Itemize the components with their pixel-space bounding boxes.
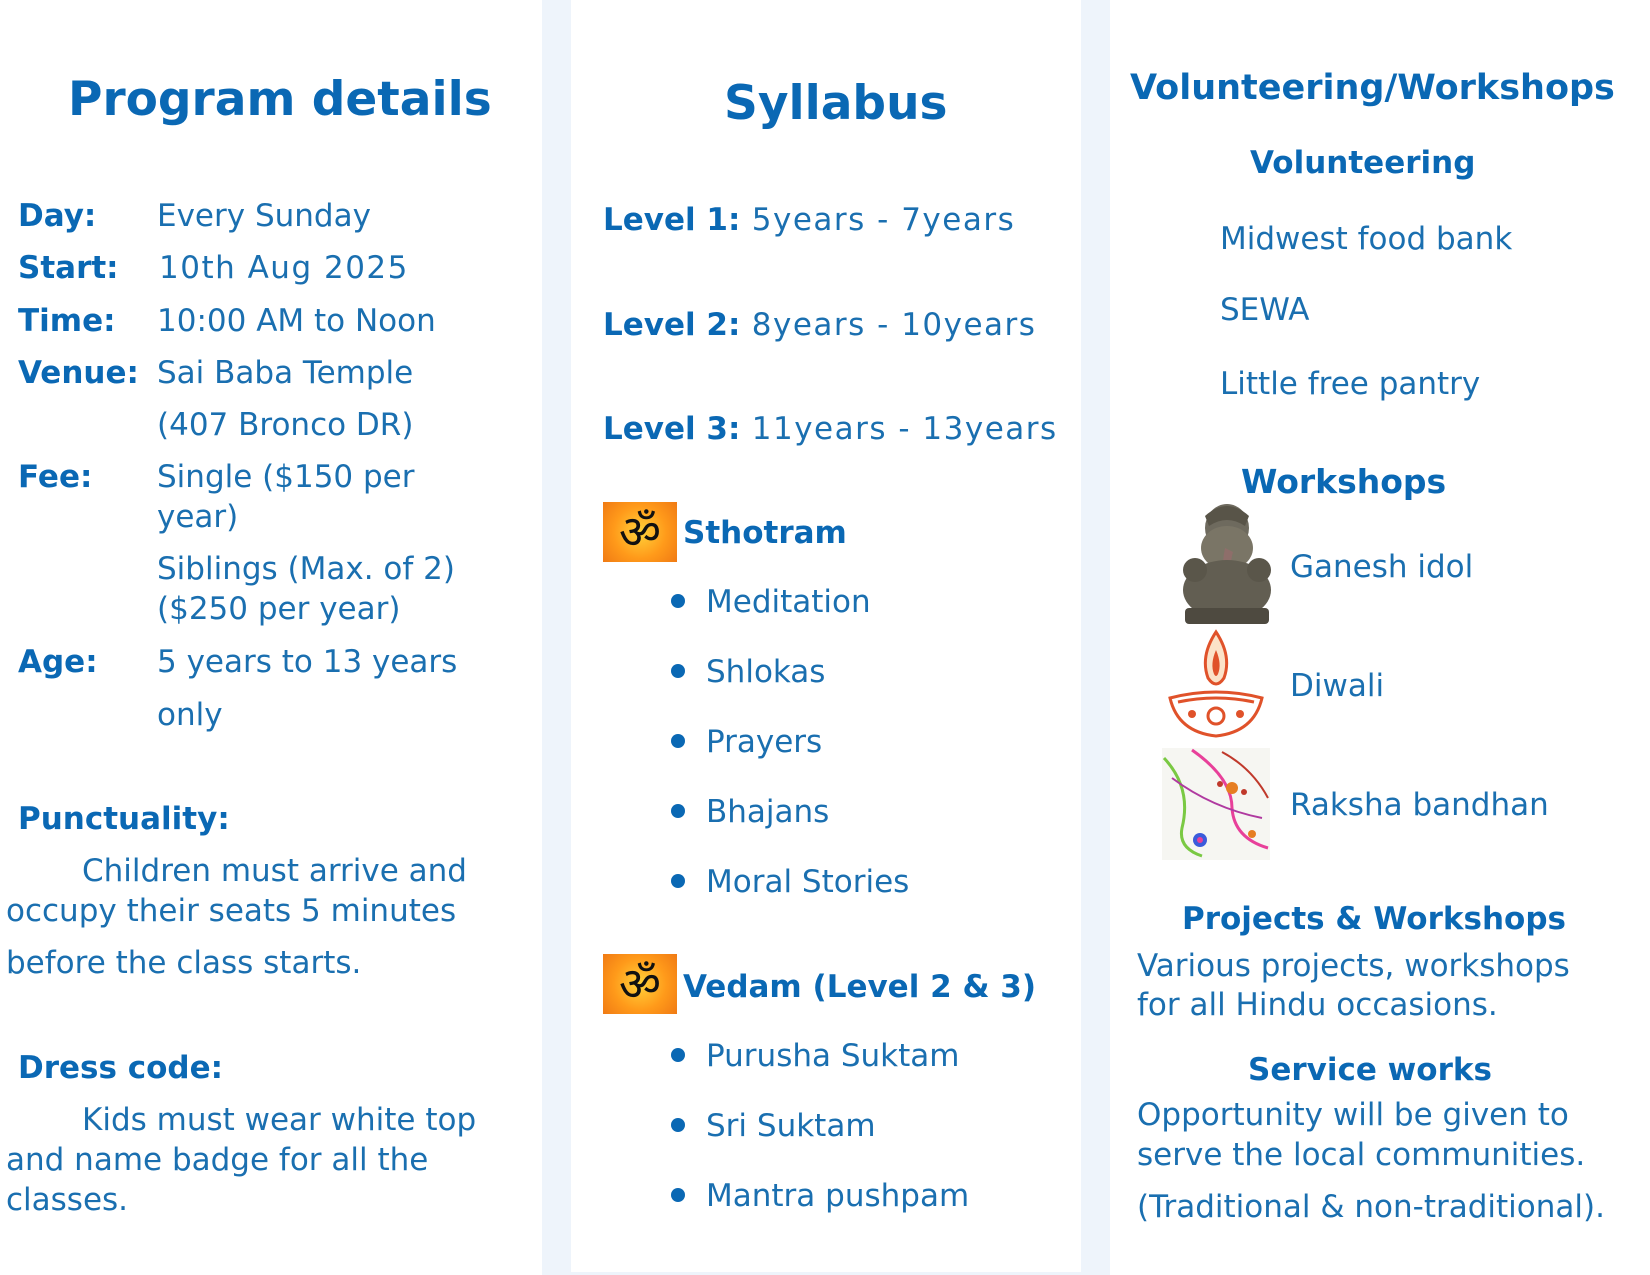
fee-single-cont: year)	[157, 499, 239, 535]
day-value: Every Sunday	[157, 198, 371, 234]
diya-lamp-image	[1162, 628, 1270, 744]
age-label: Age:	[18, 644, 98, 680]
syllabus-title: Syllabus	[724, 76, 948, 131]
venue-label: Venue:	[18, 355, 139, 391]
level-3-value: 11years - 13years	[751, 411, 1058, 447]
venue-value: Sai Baba Temple	[157, 355, 414, 391]
sthotram-item: Bhajans	[706, 794, 830, 830]
venue-address: (407 Bronco DR)	[157, 407, 414, 443]
start-value: 10th Aug 2025	[159, 250, 409, 286]
program-details-panel	[0, 0, 542, 1275]
projects-line-2: for all Hindu occasions.	[1137, 987, 1498, 1023]
vedam-heading: Vedam (Level 2 & 3)	[683, 969, 1037, 1005]
time-label: Time:	[18, 303, 116, 339]
workshop-rakhi-label: Raksha bandhan	[1290, 787, 1549, 823]
vedam-item: Purusha Suktam	[706, 1038, 960, 1074]
day-label: Day:	[18, 198, 97, 234]
dress-code-line-2: and name badge for all the	[6, 1142, 429, 1178]
volunteering-item: Midwest food bank	[1220, 221, 1513, 257]
sthotram-heading: Sthotram	[683, 515, 847, 551]
dress-code-heading: Dress code:	[18, 1050, 224, 1086]
workshop-diwali-label: Diwali	[1290, 668, 1385, 704]
age-value: 5 years to 13 years	[157, 644, 458, 680]
level-1-label: Level 1:	[603, 202, 741, 238]
volunteering-panel	[1110, 0, 1650, 1275]
level-1	[603, 202, 1015, 238]
age-value-cont: only	[157, 697, 223, 733]
level-2-label: Level 2:	[603, 307, 741, 343]
service-line-2: serve the local communities.	[1137, 1137, 1586, 1173]
level-2-value: 8years - 10years	[751, 307, 1037, 343]
dress-code-line-3: classes.	[6, 1182, 129, 1218]
bullet-icon	[671, 594, 685, 608]
start-label: Start:	[18, 250, 119, 286]
sthotram-item: Prayers	[706, 724, 823, 760]
punctuality-line-1: Children must arrive and	[82, 853, 467, 889]
time-value: 10:00 AM to Noon	[157, 303, 436, 339]
sthotram-item: Meditation	[706, 584, 871, 620]
bullet-icon	[671, 1118, 685, 1132]
volunteering-workshops-title: Volunteering/Workshops	[1130, 68, 1615, 108]
bullet-icon	[671, 804, 685, 818]
rakhi-image	[1162, 748, 1270, 860]
sthotram-item: Moral Stories	[706, 864, 910, 900]
punctuality-line-2: occupy their seats 5 minutes	[6, 893, 457, 929]
sthotram-item: Shlokas	[706, 654, 826, 690]
om-icon: ॐ	[603, 954, 677, 1014]
level-3	[603, 411, 1058, 447]
level-1-value: 5years - 7years	[751, 202, 1016, 238]
bullet-icon	[671, 1048, 685, 1062]
fee-single: Single ($150 per	[157, 459, 415, 495]
punctuality-heading: Punctuality:	[18, 801, 230, 837]
fee-label: Fee:	[18, 459, 93, 495]
level-3-label: Level 3:	[603, 411, 741, 447]
service-heading: Service works	[1248, 1052, 1492, 1088]
service-line-3: (Traditional & non-traditional).	[1137, 1189, 1605, 1225]
vedam-item: Mantra pushpam	[706, 1178, 970, 1214]
ganesh-idol-image	[1175, 498, 1279, 628]
workshop-ganesh-label: Ganesh idol	[1290, 549, 1474, 585]
bullet-icon	[671, 664, 685, 678]
fee-siblings: Siblings (Max. of 2)	[157, 551, 455, 587]
fee-siblings-cont: ($250 per year)	[157, 591, 401, 627]
vedam-item: Sri Suktam	[706, 1108, 876, 1144]
bullet-icon	[671, 874, 685, 888]
level-2	[603, 307, 1036, 343]
workshops-heading: Workshops	[1241, 462, 1447, 501]
program-details-title: Program details	[68, 72, 492, 127]
volunteering-item: SEWA	[1220, 292, 1310, 328]
service-line-1: Opportunity will be given to	[1137, 1097, 1569, 1133]
om-icon: ॐ	[603, 502, 677, 562]
punctuality-line-3: before the class starts.	[6, 945, 362, 981]
bullet-icon	[671, 734, 685, 748]
projects-line-1: Various projects, workshops	[1137, 948, 1570, 984]
syllabus-panel	[571, 0, 1081, 1272]
volunteering-heading: Volunteering	[1250, 145, 1476, 181]
projects-heading: Projects & Workshops	[1182, 901, 1566, 937]
volunteering-item: Little free pantry	[1220, 366, 1481, 402]
bullet-icon	[671, 1188, 685, 1202]
dress-code-line-1: Kids must wear white top	[82, 1102, 477, 1138]
